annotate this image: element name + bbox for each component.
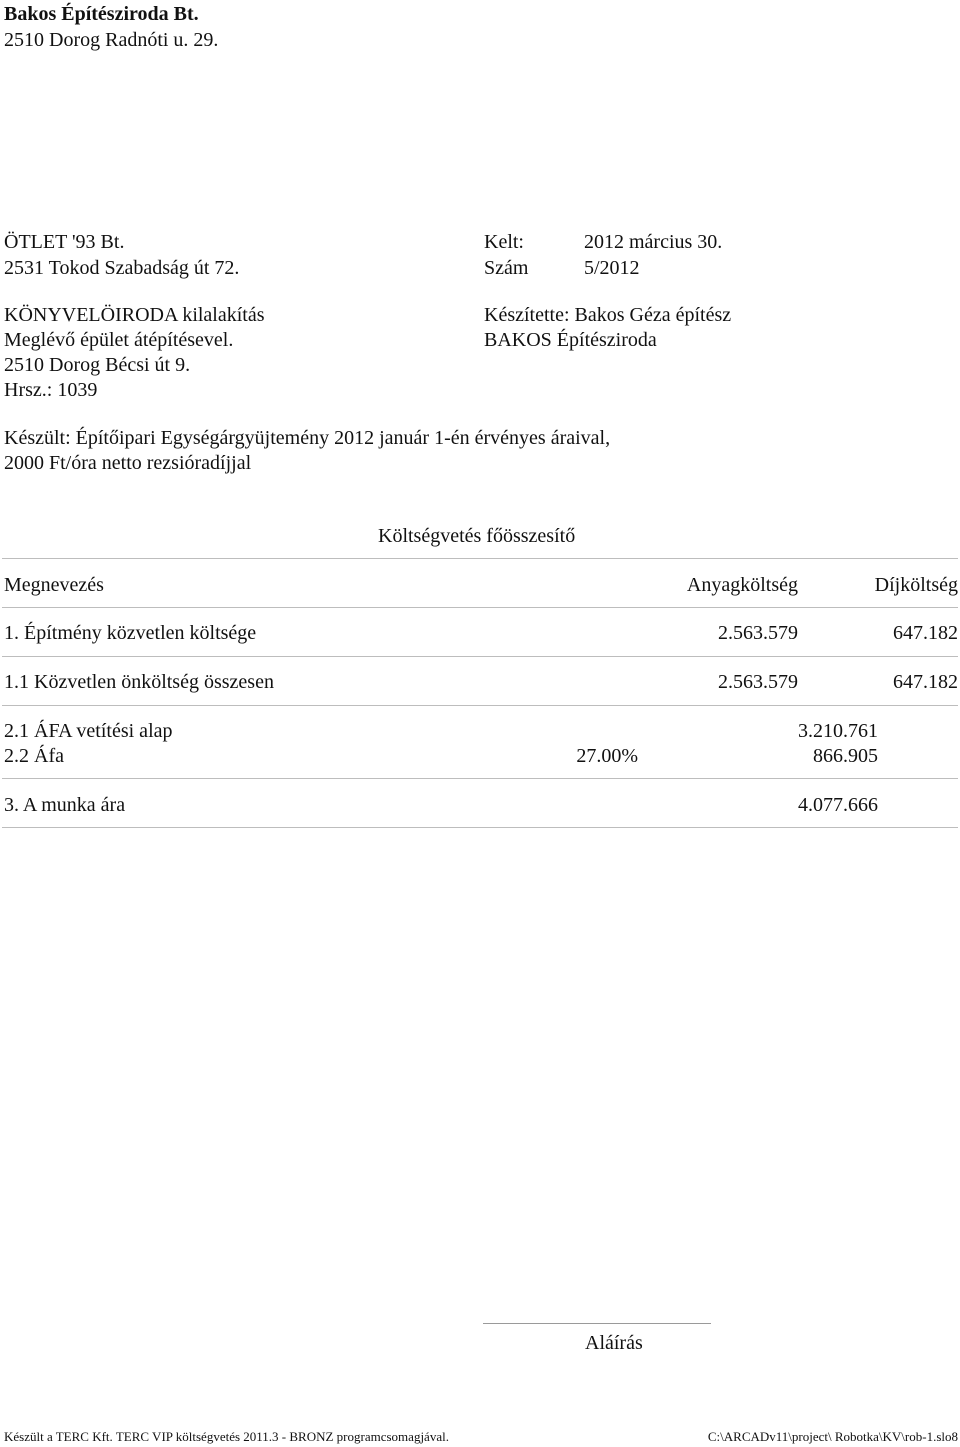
row-1-material: 2.563.579 xyxy=(718,622,798,644)
number-value: 5/2012 xyxy=(584,257,640,279)
client-name: ÖTLET '93 Bt. xyxy=(4,231,125,253)
date-value: 2012 március 30. xyxy=(584,231,723,253)
company-address: 2510 Dorog Radnóti u. 29. xyxy=(4,29,219,51)
author-line-1: Készítette: Bakos Géza építész xyxy=(484,304,732,326)
row-2-name: 1.1 Közvetlen önköltség összesen xyxy=(4,671,274,693)
divider xyxy=(2,558,958,559)
divider xyxy=(2,705,958,706)
project-line-3: 2510 Dorog Bécsi út 9. xyxy=(4,354,191,376)
footer-right: C:\ARCADv11\project\ Robotka\KV\rob-1.slo8 xyxy=(707,1429,958,1444)
row-1-fee: 647.182 xyxy=(893,622,958,644)
row-2-fee: 647.182 xyxy=(893,671,958,693)
summary-title: Költségvetés főösszesítő xyxy=(378,525,576,547)
signature-line xyxy=(483,1323,711,1324)
divider xyxy=(2,607,958,608)
signature-label: Aláírás xyxy=(585,1332,643,1354)
project-line-1: KÖNYVELÖIRODA kilalakítás xyxy=(4,304,265,326)
project-line-2: Meglévő épület átépítésevel. xyxy=(4,329,234,351)
vat-base-name: 2.1 ÁFA vetítési alap xyxy=(4,720,173,742)
column-header-fee: Díjköltség xyxy=(874,574,958,596)
project-line-4: Hrsz.: 1039 xyxy=(4,379,98,401)
vat-value: 866.905 xyxy=(813,745,878,767)
total-value: 4.077.666 xyxy=(798,794,878,816)
row-2-material: 2.563.579 xyxy=(718,671,798,693)
column-header-material: Anyagköltség xyxy=(686,574,798,596)
row-1-name: 1. Építmény közvetlen költsége xyxy=(4,622,257,644)
divider xyxy=(2,778,958,779)
basis-line-1: Készült: Építőipari Egységárgyüjtemény 2012 január 1-én érvényes áraival, xyxy=(4,427,611,449)
vat-name: 2.2 Áfa xyxy=(4,745,64,767)
total-name: 3. A munka ára xyxy=(4,794,126,816)
divider xyxy=(2,827,958,828)
date-label: Kelt: xyxy=(484,231,524,253)
basis-line-2: 2000 Ft/óra netto rezsióradíjjal xyxy=(4,452,252,474)
vat-base-value: 3.210.761 xyxy=(798,720,878,742)
company-name: Bakos Építésziroda Bt. xyxy=(4,3,199,25)
divider xyxy=(2,656,958,657)
client-address: 2531 Tokod Szabadság út 72. xyxy=(4,257,240,279)
number-label: Szám xyxy=(484,257,529,279)
vat-rate: 27.00% xyxy=(576,745,638,767)
author-line-2: BAKOS Építésziroda xyxy=(484,329,657,351)
column-header-name: Megnevezés xyxy=(4,574,104,596)
footer-left: Készült a TERC Kft. TERC VIP költségvetés 2011.3 - BRONZ programcsomagjával. xyxy=(4,1429,449,1444)
